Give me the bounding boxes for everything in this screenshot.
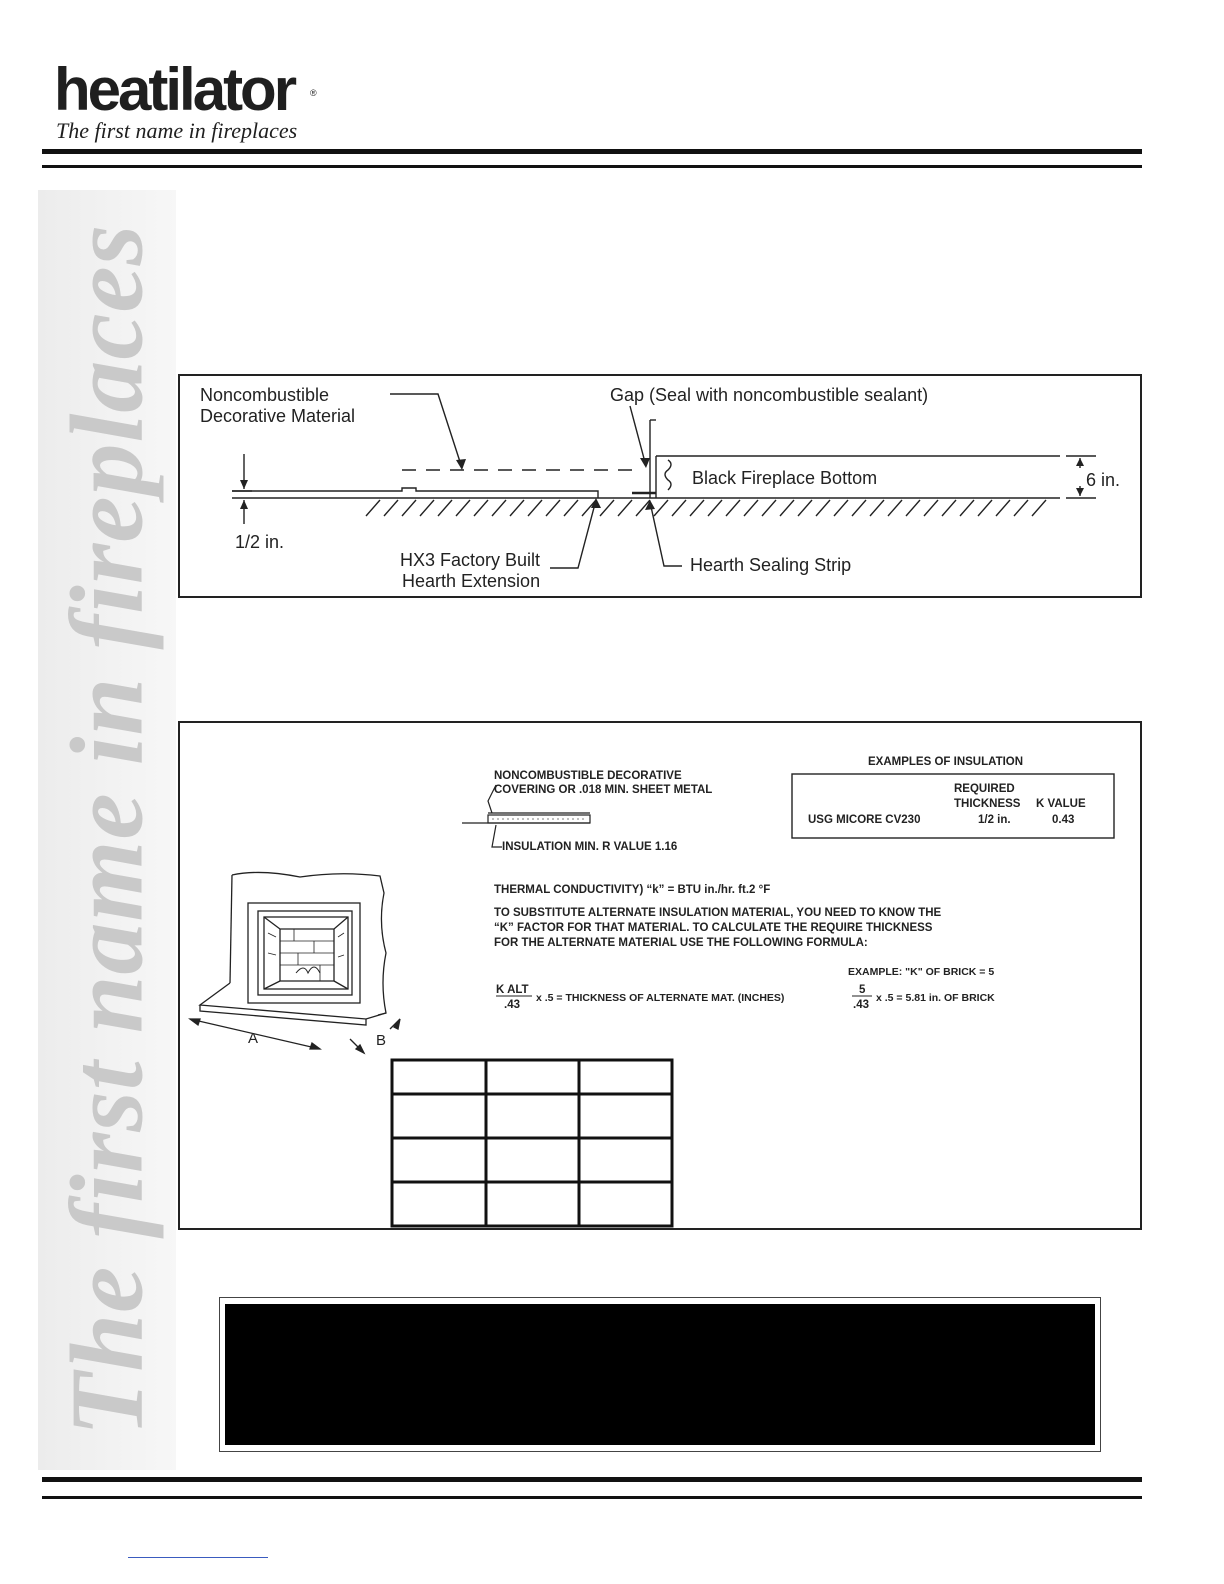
floor-hatch-mark: [942, 500, 956, 516]
floor-hatch-mark: [888, 500, 902, 516]
notice-box-fill: [225, 1304, 1095, 1445]
floor-hatch-mark: [744, 500, 758, 516]
label-six-inch: 6 in.: [1086, 470, 1121, 490]
floor-hatch-mark: [384, 500, 398, 516]
label-decorative-1: Noncombustible: [200, 385, 330, 405]
brand-logo: heatilator: [54, 56, 295, 123]
floor-hatch-mark: [654, 500, 668, 516]
substitute-line-3: FOR THE ALTERNATE MATERIAL USE THE FOLLOWING FORMULA:: [494, 937, 868, 949]
floor-hatch-mark: [852, 500, 866, 516]
floor-hatch-mark: [420, 500, 434, 516]
label-hearth-sealing-strip: Hearth Sealing Strip: [690, 555, 852, 575]
floor-hatch-mark: [600, 500, 614, 516]
label-black-fireplace-bottom: Black Fireplace Bottom: [692, 468, 878, 488]
dimension-a: A: [248, 1030, 259, 1047]
floor-hatch-mark: [906, 500, 920, 516]
figure-hearth-requirements: [178, 721, 1142, 1230]
floor-hatch-mark: [690, 500, 704, 516]
table-row-material: USG MICORE CV230: [808, 814, 921, 826]
footer-rule-thick: [42, 1477, 1142, 1482]
label-half-inch: 1/2 in.: [235, 532, 285, 552]
figure-hearth-section: [178, 374, 1142, 598]
floor-hatch-mark: [564, 500, 578, 516]
floor-hatch-mark: [780, 500, 794, 516]
example-denominator: .43: [853, 999, 869, 1011]
dimension-b: B: [376, 1032, 387, 1049]
cover-label-2: COVERING OR .018 MIN. SHEET METAL: [494, 784, 713, 796]
floor-hatch-mark: [726, 500, 740, 516]
hearth-section-drawing: [180, 376, 1140, 596]
floor-hatch-mark: [834, 500, 848, 516]
dimension-grid: [392, 1060, 672, 1226]
footer-rule-thin: [42, 1496, 1142, 1499]
example-title: EXAMPLE: "K" OF BRICK = 5: [848, 966, 995, 978]
floor-hatch-mark: [708, 500, 722, 516]
floor-hatch-mark: [798, 500, 812, 516]
example-numerator: 5: [859, 984, 866, 996]
label-decorative-2: Decorative Material: [200, 406, 356, 426]
floor-hatch-mark: [672, 500, 686, 516]
floor-hatch-mark: [1032, 500, 1046, 516]
footer-link-underline[interactable]: [128, 1557, 268, 1558]
watermark-text: The first name in fireplaces: [49, 223, 165, 1437]
table-row-k-value: 0.43: [1052, 814, 1075, 826]
examples-title: EXAMPLES OF INSULATION: [868, 756, 1024, 768]
floor-hatch-mark: [924, 500, 938, 516]
label-hx3-2: Hearth Extension: [402, 571, 541, 591]
notice-box: [219, 1297, 1101, 1452]
floor-hatch-mark: [996, 500, 1010, 516]
floor-hatch-mark: [618, 500, 632, 516]
table-head-required: REQUIRED: [954, 783, 1015, 795]
header-rule-thin: [42, 165, 1142, 168]
thermal-conductivity: THERMAL CONDUCTIVITY) “k” = BTU in./hr. ft.2 °F: [494, 884, 771, 896]
floor-hatch-mark: [528, 500, 542, 516]
label-hx3-1: HX3 Factory Built: [400, 550, 541, 570]
floor-hatch-mark: [870, 500, 884, 516]
cover-label-1: NONCOMBUSTIBLE DECORATIVE: [494, 770, 682, 782]
floor-hatch-mark: [960, 500, 974, 516]
formula-denominator: .43: [504, 999, 520, 1011]
brand-tagline: The first name in fireplaces: [56, 118, 298, 143]
floor-hatch-mark: [474, 500, 488, 516]
substitute-line-1: TO SUBSTITUTE ALTERNATE INSULATION MATERIAL, YOU NEED TO KNOW THE: [494, 907, 942, 919]
header-rule-thick: [42, 149, 1142, 154]
floor-hatch-mark: [438, 500, 452, 516]
insulation-label: INSULATION MIN. R VALUE 1.16: [502, 841, 678, 853]
hearth-requirements-drawing: [180, 723, 1140, 1228]
formula-numerator: K ALT: [496, 984, 529, 996]
watermark-strip: [38, 190, 176, 1470]
floor-hatch-mark: [546, 500, 560, 516]
fireplace-sketch: [190, 872, 400, 1053]
floor-hatch-mark: [978, 500, 992, 516]
table-head-thickness: THICKNESS: [954, 798, 1021, 810]
registered-mark: ®: [310, 88, 317, 98]
floor-hatch-mark: [366, 500, 380, 516]
floor-hatch-mark: [816, 500, 830, 516]
floor-hatch-mark: [510, 500, 524, 516]
formula-rest: x .5 = THICKNESS OF ALTERNATE MAT. (INCHES): [536, 992, 785, 1004]
table-row-thickness: 1/2 in.: [978, 814, 1011, 826]
floor-hatch-mark: [456, 500, 470, 516]
floor-hatch-mark: [492, 500, 506, 516]
floor-hatch-mark: [1014, 500, 1028, 516]
floor-hatch-mark: [762, 500, 776, 516]
floor-hatch-mark: [402, 500, 416, 516]
label-gap: Gap (Seal with noncombustible sealant): [610, 385, 929, 405]
example-rest: x .5 = 5.81 in. OF BRICK: [876, 992, 995, 1004]
table-head-k-value: K VALUE: [1036, 798, 1086, 810]
substitute-line-2: “K” FACTOR FOR THAT MATERIAL. TO CALCULATE THE REQUIRE THICKNESS: [494, 922, 933, 934]
